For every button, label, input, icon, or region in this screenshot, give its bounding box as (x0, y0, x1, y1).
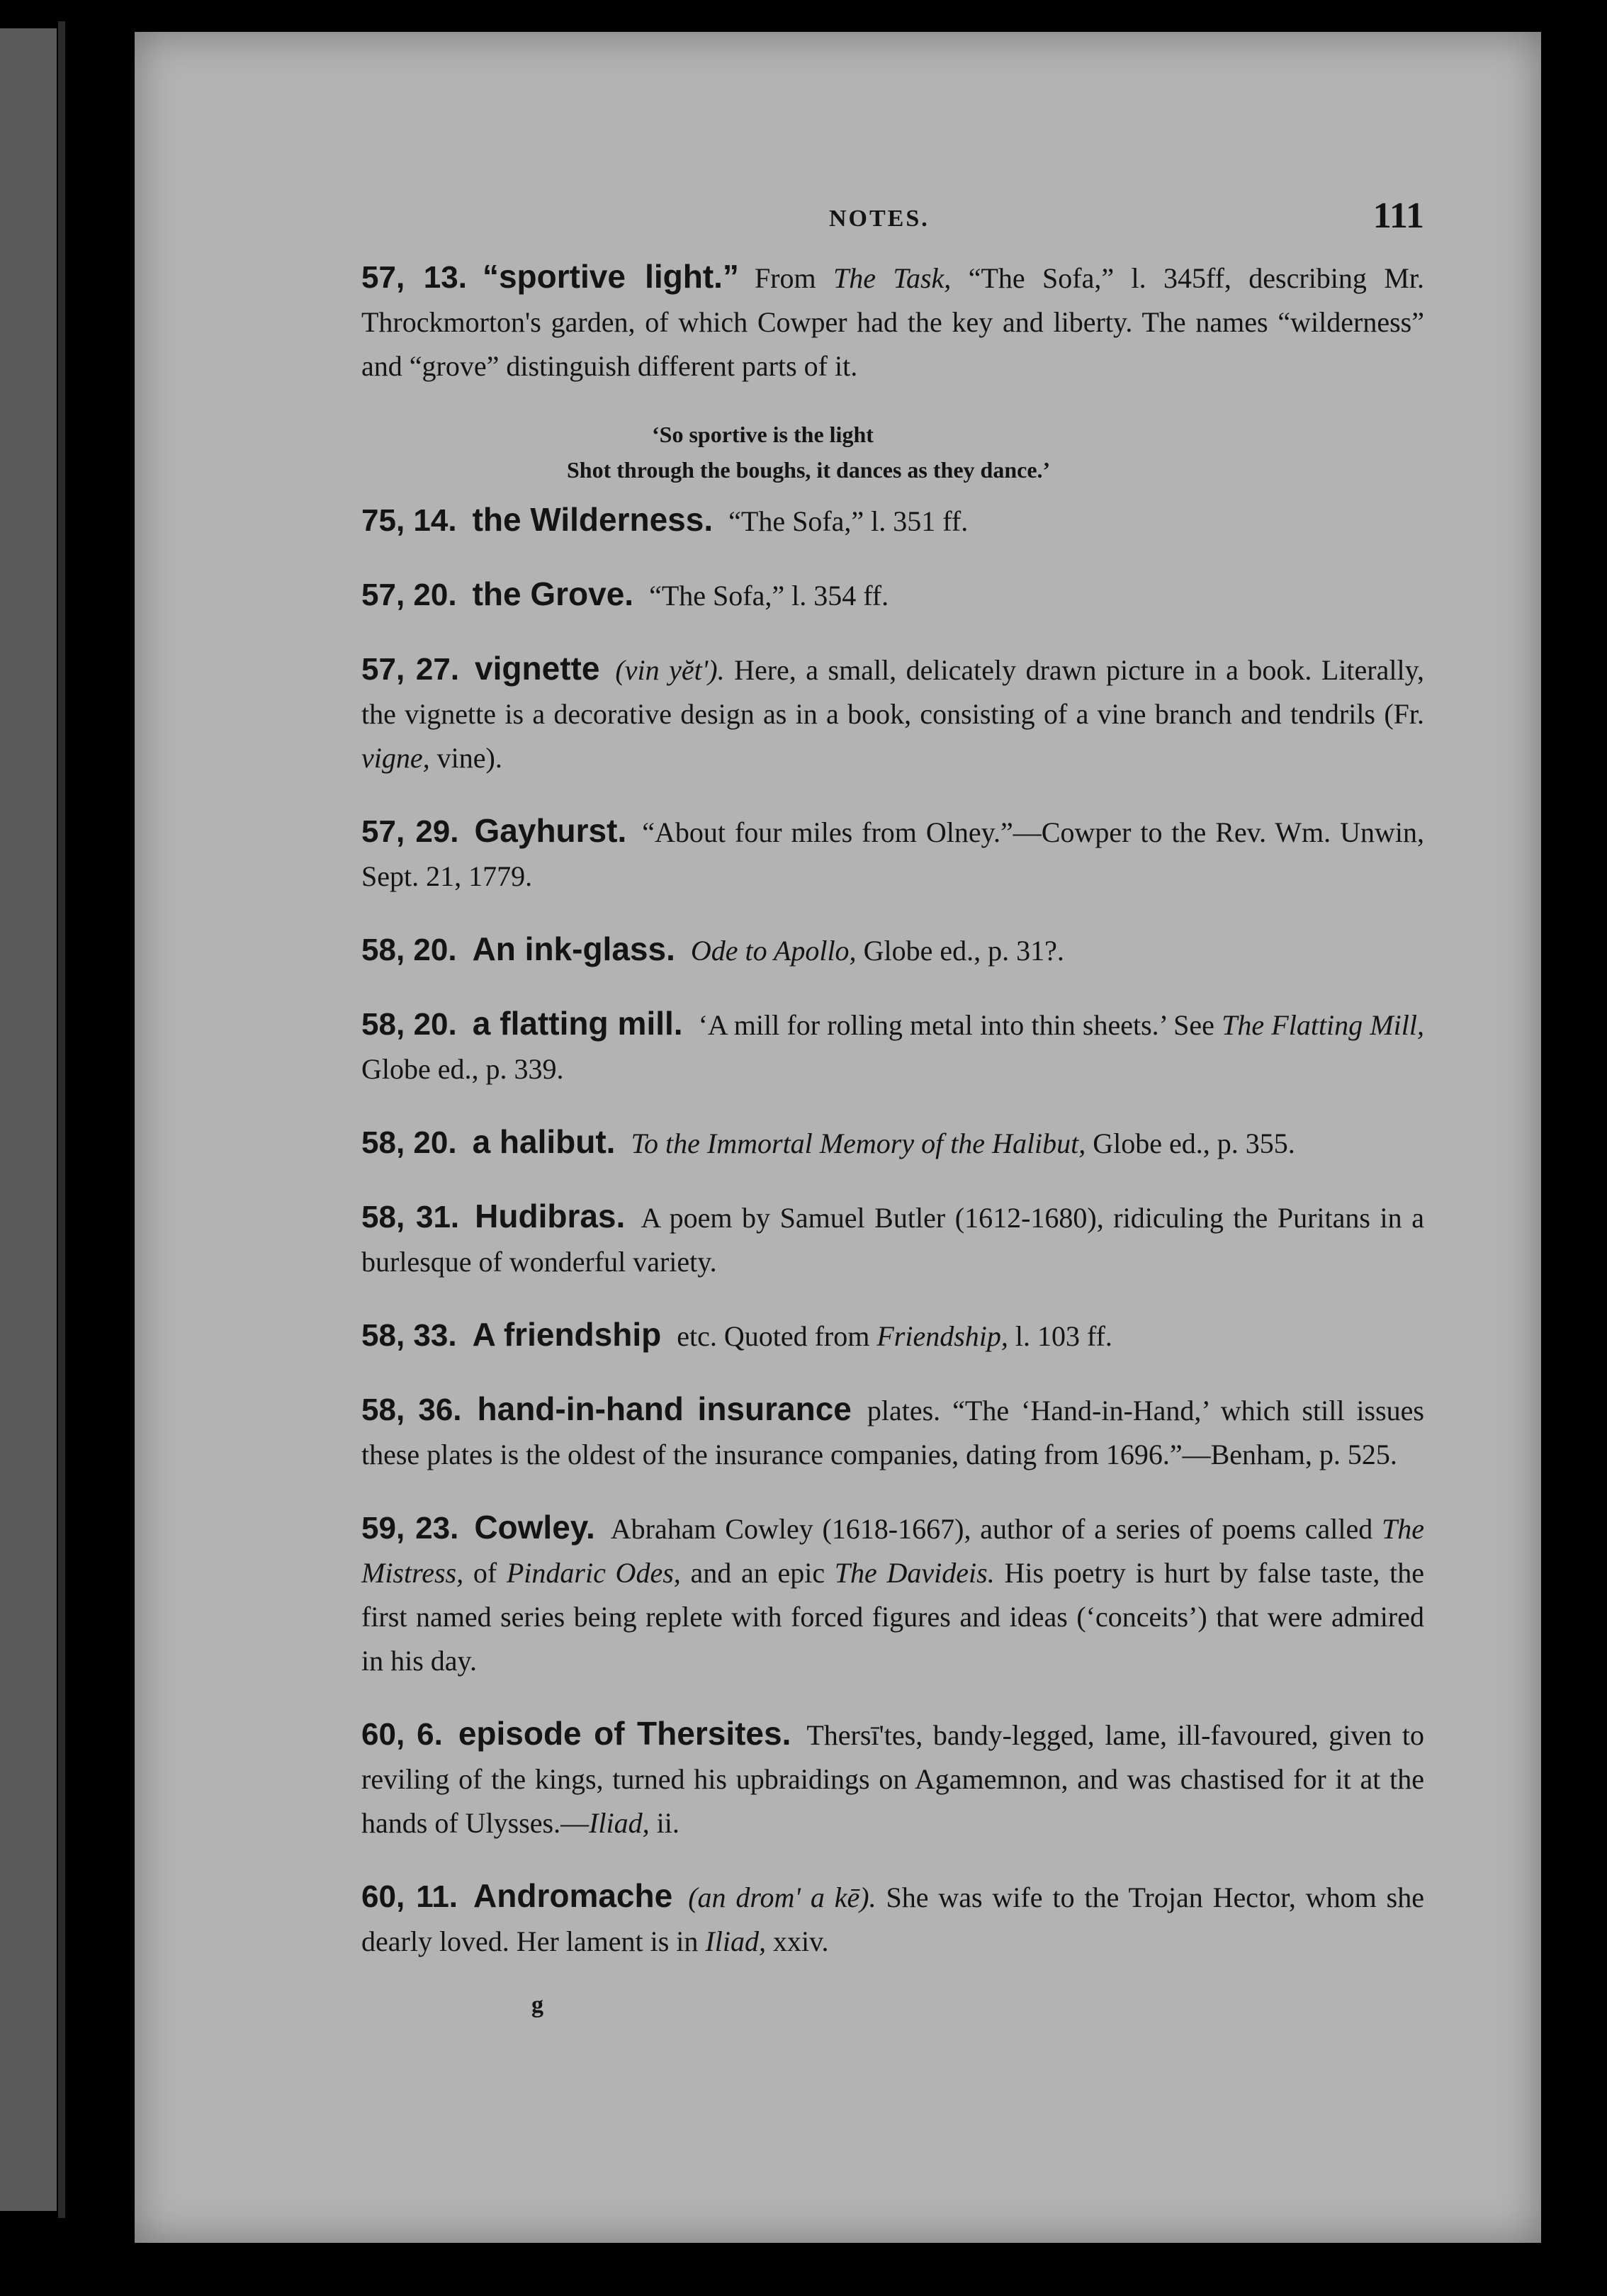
verse-line: ‘So sportive is the light (652, 422, 874, 447)
note-lemma: a halibut. (472, 1123, 616, 1160)
note-pronunciation: (vin yĕt'). (615, 654, 725, 686)
note-lemma: the Wilderness. (472, 501, 714, 538)
note-title: Iliad, (589, 1807, 650, 1839)
note-text: Globe ed., p. 31?. (856, 935, 1064, 967)
note-reference: 58, 20. (361, 933, 457, 967)
note-reference: 57, 27. (361, 652, 460, 687)
note-lemma: Cowley. (474, 1509, 595, 1546)
note-text: “The Sofa,” l. 351 ff. (728, 505, 969, 537)
note-title: Friendship, (876, 1320, 1008, 1352)
note-entry (361, 1505, 1424, 1683)
note-text: His poetry is hurt by false taste, the first named series being replete with forced figures and ideas (‘conceits’) that were admired in his day. (361, 1557, 1425, 1677)
note-reference: 75, 14. (361, 503, 457, 538)
page-number: 111 (1372, 196, 1424, 236)
signature-mark: g (531, 1992, 543, 2018)
note-text: Here, a small, delicately drawn picture in a book. Literally, the vignette is a decorative design as in a book, consisting of a vine branch and tendrils (Fr. (361, 654, 1424, 730)
note-entry (361, 572, 1424, 618)
note-title: The Davideis. (834, 1557, 995, 1589)
note-lemma: vignette (475, 650, 600, 687)
note-text: xxiv. (765, 1925, 829, 1957)
note-entry (361, 254, 1424, 388)
note-text: ii. (649, 1807, 680, 1839)
note-reference: 60, 6. (361, 1717, 443, 1752)
note-text: Globe ed., p. 355. (1086, 1127, 1295, 1159)
note-text: From (754, 262, 834, 294)
note-lemma: “sportive light.” (482, 258, 739, 295)
note-text: “The Sofa,” l. 354 ff. (649, 580, 889, 612)
note-text: Globe ed., p. 339. (361, 1053, 564, 1085)
note-reference: 60, 11. (361, 1879, 458, 1914)
page-content (361, 188, 1424, 2019)
note-reference: 58, 20. (361, 1007, 457, 1042)
note-entry (361, 497, 1424, 544)
note-text: Thersī'tes, bandy-legged, lame, ill-favoured, given to reviling of the kings, turned his upbraidings on Agamemnon, and was chastised for it at the hands of Ulysses.— (361, 1719, 1424, 1839)
note-title: Iliad, (705, 1925, 766, 1957)
note-text: ‘A mill for rolling metal into thin sheets.’ See (698, 1009, 1222, 1041)
note-text: She was wife to the Trojan Hector, whom she dearly loved. Her lament is in (361, 1881, 1424, 1957)
note-text: Abraham Cowley (1618-1667), author of a series of poems called (610, 1513, 1382, 1545)
book-page (135, 32, 1541, 2243)
note-entry (361, 927, 1424, 973)
note-title: The Flatting Mill, (1222, 1009, 1425, 1041)
verse-quotation (567, 417, 1424, 488)
book-gutter (58, 21, 65, 2218)
note-reference: 58, 31. (361, 1200, 460, 1234)
note-text: etc. Quoted from (677, 1320, 877, 1352)
note-entry (361, 1001, 1424, 1091)
note-lemma: An ink-glass. (472, 930, 675, 967)
note-reference: 57, 13. (361, 260, 467, 295)
page-header (361, 188, 1424, 244)
note-entry (361, 1194, 1424, 1284)
note-entry (361, 1711, 1424, 1845)
note-reference: 58, 20. (361, 1125, 457, 1160)
note-text: vine). (429, 742, 502, 774)
note-title: The Mistress, (361, 1513, 1424, 1589)
note-lemma: a flatting mill. (472, 1005, 683, 1042)
note-lemma: episode of Thersites. (458, 1715, 791, 1752)
note-text: and an epic (680, 1557, 835, 1589)
note-lemma: Hudibras. (475, 1198, 626, 1234)
note-reference: 58, 36. (361, 1392, 462, 1427)
note-entry (361, 1120, 1424, 1166)
note-lemma: the Grove. (472, 575, 634, 612)
note-reference: 57, 20. (361, 578, 457, 612)
running-head: NOTES. (829, 206, 930, 232)
note-text: A poem by Samuel Butler (1612-1680), ridiculing the Puritans in a burlesque of wonderful variety. (361, 1202, 1425, 1278)
note-lemma: Gayhurst. (474, 812, 627, 849)
adjacent-page-edge (0, 28, 57, 2211)
note-text: “About four miles from Olney.”—Cowper to the Rev. Wm. Unwin, Sept. 21, 1779. (361, 816, 1424, 892)
note-text: “The Sofa,” l. 345ff, describing Mr. Throckmorton's garden, of which Cowper had the key and liberty. The names “wilderness” and “grove” distinguish different parts of it. (361, 262, 1424, 382)
note-entry (361, 1387, 1424, 1477)
note-text: plates. “The ‘Hand-in-Hand,’ which still issues these plates is the oldest of the insurance companies, dating from 1696.”—Benham, p. 525. (361, 1395, 1424, 1470)
note-entry (361, 1312, 1424, 1358)
note-text: of (463, 1557, 507, 1589)
verse-line: Shot through the boughs, it dances as they dance.’ (567, 457, 1051, 483)
note-title: To the Immortal Memory of the Halibut, (631, 1127, 1086, 1159)
note-lemma: A friendship (472, 1316, 662, 1353)
note-reference: 57, 29. (361, 814, 459, 849)
note-reference: 59, 23. (361, 1511, 459, 1546)
note-title: Pindaric Odes, (506, 1557, 681, 1589)
note-entry (361, 809, 1424, 899)
note-lemma: hand-in-hand insurance (477, 1390, 852, 1427)
note-title: vigne, (361, 742, 430, 774)
note-reference: 58, 33. (361, 1318, 457, 1353)
note-lemma: Andromache (473, 1877, 673, 1914)
note-entry (361, 646, 1424, 780)
note-entry (361, 1874, 1424, 1964)
note-title: Ode to Apollo, (690, 935, 857, 967)
note-title: The Task, (833, 262, 952, 294)
note-text: l. 103 ff. (1008, 1320, 1112, 1352)
note-pronunciation: (an drom' a kē). (688, 1881, 876, 1913)
